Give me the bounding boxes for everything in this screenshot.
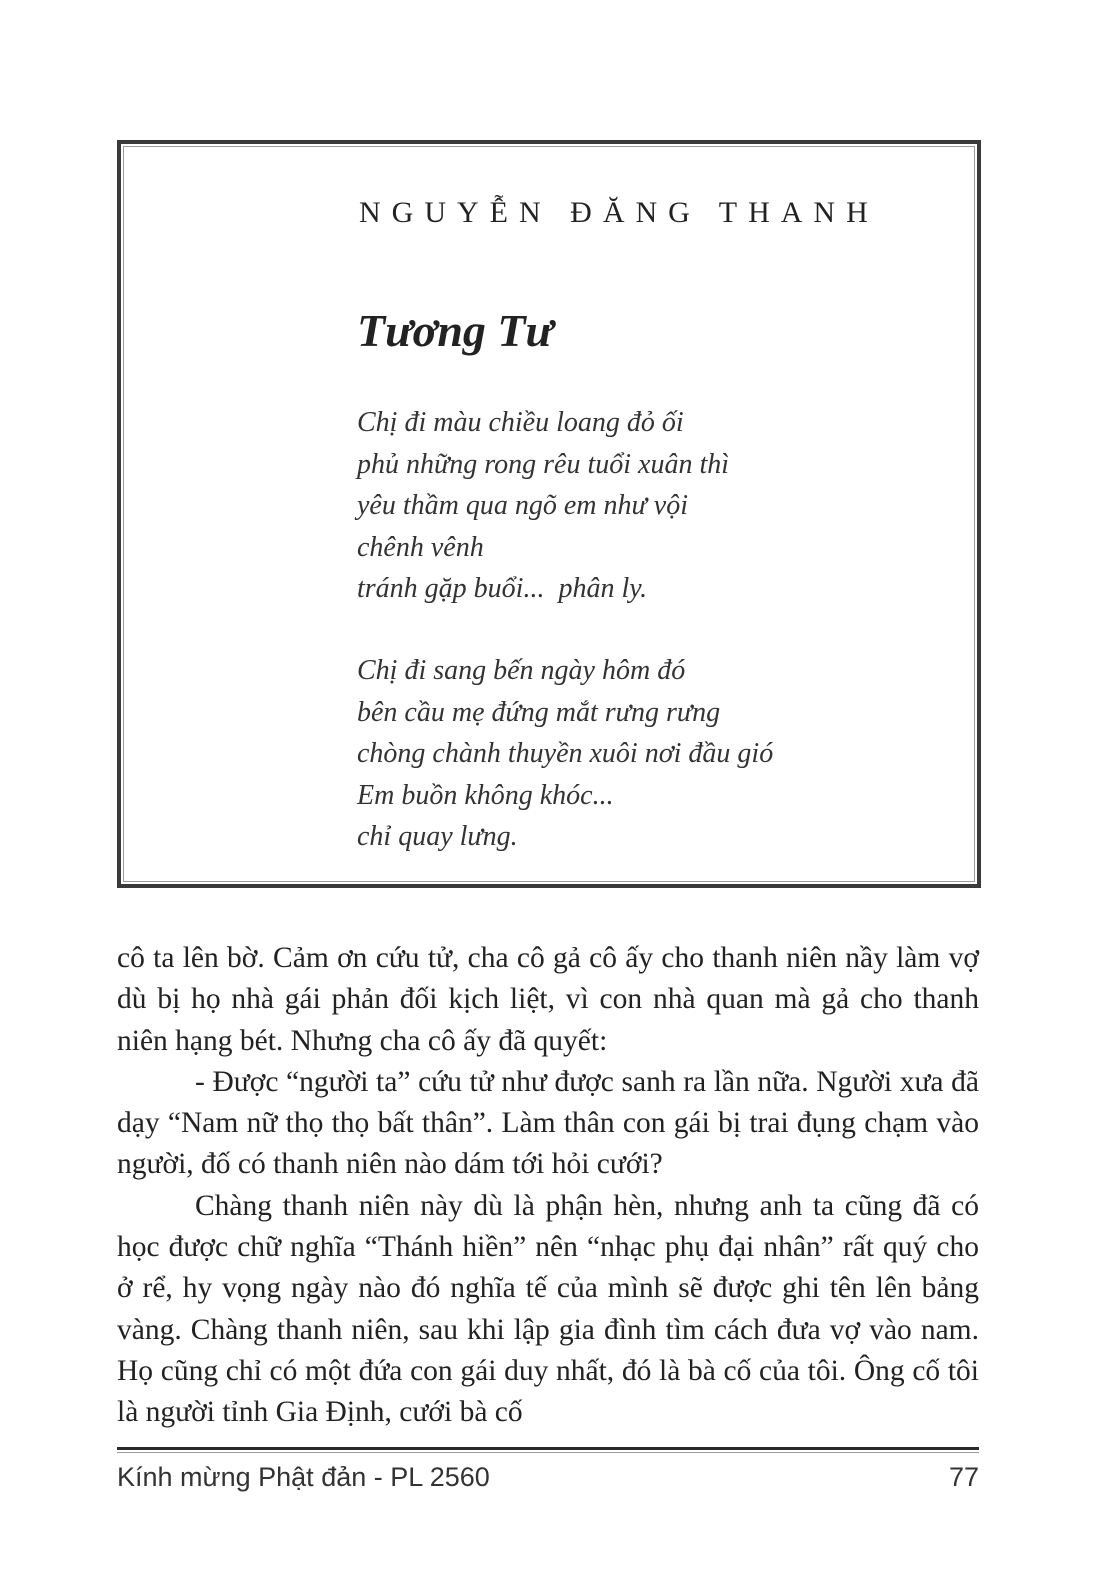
body-text [117,938,979,1434]
poem-line: yêu thầm qua ngõ em như vội [357,490,688,521]
body-paragraph: Chàng thanh niên này dù là phận hèn, nhưng anh ta cũng đã có học được chữ nghĩa “Thánh hiền” nên “nhạc phụ đại nhân” rất quý cho ở rể, hy vọng ngày nào đó nghĩa tế của mình sẽ được ghi tên lên bảng vàng. Chàng thanh niên, sau khi lập gia đình tìm cách đưa vợ vào nam. Họ cũng chỉ có một đứa con gái duy nhất, đó là bà cố của tôi. Ông cố tôi là người tỉnh Gia Định, cưới bà cố [117,1189,979,1429]
poem-line: chòng chành thuyền xuôi nơi đầu gió [357,738,774,769]
poem-title: Tương Tư [357,305,554,356]
poem-line: bên cầu mẹ đứng mắt rưng rưng [357,696,721,728]
poem-line: tránh gặp buổi... phân ly. [357,573,648,604]
poem-line: Em buồn không khóc... [357,779,614,811]
body-paragraph: cô ta lên bờ. Cảm ơn cứu tử, cha cô gả cô ấy cho thanh niên nầy làm vợ dù bị họ nhà gái phản đối kịch liệt, vì con nhà quan mà gả cho thanh niên hạng bét. Nhưng cha cô ấy đã quyết: [117,942,979,1057]
body-paragraph: - Được “người ta” cứu tử như được sanh ra lần nữa. Người xưa đã dạy “Nam nữ thọ thọ bất thân”. Làm thân con gái bị trai đụng chạm vào người, đố có thanh niên nào dám tới hỏi cưới? [117,1065,979,1181]
poem-line: Chị đi màu chiều loang đỏ ối [357,407,684,438]
poem-line: phủ những rong rêu tuổi xuân thì [357,448,729,480]
footer-publication: Kính mừng Phật đản - PL 2560 [117,1462,490,1492]
poem-box [117,140,981,888]
poem-line: chỉ quay lưng. [357,821,518,852]
poem-stanza-1 [357,402,729,610]
page-number: 77 [948,1462,979,1492]
footer-divider-thin [117,1452,979,1453]
poem-line: chênh vênh [357,531,484,563]
footer-divider [117,1447,979,1450]
poem-author: NGUYỄN ĐĂNG THANH [359,196,879,229]
poem-stanza-2 [357,650,773,858]
poem-line: Chị đi sang bến ngày hôm đó [357,655,686,686]
